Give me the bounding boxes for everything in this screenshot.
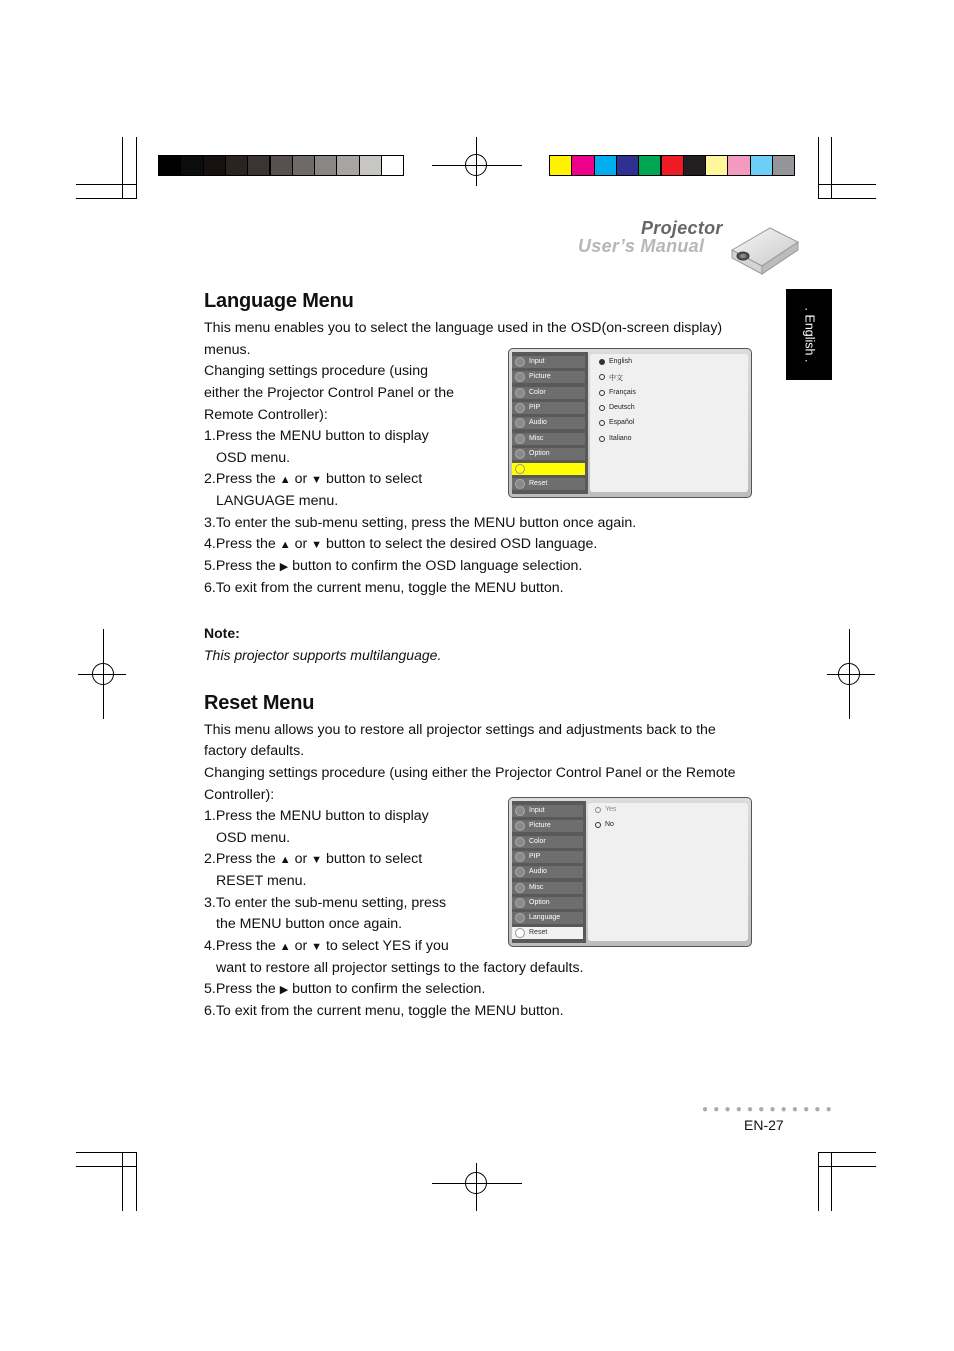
osd-option-label: Deutsch [609,403,635,411]
osd-menu-item [512,927,583,939]
osd-menu-item [512,805,583,817]
osd-item-bullet-icon [515,449,525,459]
language-step-5: 5.Press the ▶ button to confirm the OSD language selection. [204,556,582,579]
color-swatch [270,155,293,176]
language-step-4: 4.Press the ▲ or ▼ button to select the desired OSD language. [204,534,597,557]
reset-procedure-line-2: Controller): [204,787,275,803]
osd-language-screenshot [508,348,752,498]
side-tab-label: . English . [802,307,817,362]
language-step-1: 1.Press the MENU button to display [204,428,429,444]
osd-item-bullet-icon [515,913,525,923]
color-swatch [336,155,359,176]
color-swatch [292,155,315,176]
color-swatch [727,155,750,176]
color-swatch [616,155,639,176]
osd-menu-item-label: Picture [529,822,551,830]
osd-menu-item-label: Color [529,388,546,396]
logo-users-manual: User’s Manual [578,236,705,256]
up-arrow-icon: ▲ [279,941,291,953]
osd-menu-item-label: PIP [529,852,541,860]
language-intro-line-2: menus. [204,342,251,358]
osd-option-label: 中文 [609,375,623,383]
osd-item-bullet-icon [515,418,525,428]
reset-step-2-cont: RESET menu. [216,873,307,889]
osd-menu-item [512,356,585,368]
language-procedure-line-3: Remote Controller): [204,407,328,423]
osd-menu-item-label: Language [529,914,561,922]
color-swatch [750,155,773,176]
color-swatch [683,155,706,176]
osd-option [595,821,614,828]
down-arrow-icon: ▼ [311,474,323,486]
down-arrow-icon: ▼ [311,539,323,551]
reset-intro-line-1: This menu allows you to restore all projector settings and adjustments back to the [204,722,716,738]
osd-menu-item [512,433,585,445]
color-swatch [225,155,248,176]
osd-menu-item [512,402,585,414]
reset-procedure-line-1: Changing settings procedure (using either the Projector Control Panel or the Remote [204,765,736,781]
osd-menu-item-label: PIP [529,403,541,411]
radio-icon [599,436,605,442]
osd-menu-item-label: Misc [529,434,544,442]
osd-menu-item [512,371,585,383]
language-procedure-line-1: Changing settings procedure (using [204,363,428,379]
osd-option-label: Yes [605,806,617,813]
up-arrow-icon: ▲ [279,474,291,486]
reset-step-2: 2.Press the ▲ or ▼ button to select [204,849,422,872]
osd-option-label: English [609,358,632,365]
osd-option [595,806,616,813]
color-swatch [772,155,795,176]
language-step-1-cont: OSD menu. [216,450,291,466]
osd-menu-item [512,836,583,848]
osd-item-bullet-icon [515,852,525,862]
osd-option [599,389,636,396]
osd-menu-item [512,478,585,490]
reset-step-1: 1.Press the MENU button to display [204,808,429,824]
osd-item-bullet-icon [515,479,525,489]
decorative-dots: ●●●●●●●●●●●● [702,1104,837,1115]
osd-menu-item [512,463,585,475]
osd-menu-item-label: Option [529,898,550,906]
up-arrow-icon: ▲ [279,539,291,551]
language-menu-title: Language Menu [204,290,354,312]
osd-option [599,404,635,411]
color-swatch [203,155,226,176]
radio-icon [599,420,605,426]
reset-step-4-cont: want to restore all projector settings to the factory defaults. [216,960,584,976]
radio-icon [595,807,601,813]
osd-option-label: Italiano [609,434,632,442]
color-swatch [158,155,181,176]
osd-option-label: Français [609,388,636,396]
osd-option [599,435,632,442]
language-step-6: 6.To exit from the current menu, toggle the MENU button. [204,580,564,596]
osd-item-bullet-icon [515,388,525,398]
color-swatch [180,155,203,176]
osd-menu-item-label: Audio [529,419,547,427]
osd-menu-item-label: Picture [529,373,551,381]
osd-option [599,358,632,365]
color-swatch [314,155,337,176]
osd-item-bullet-icon [515,867,525,877]
color-swatch [705,155,728,176]
osd-menu-item-label: Option [529,449,550,457]
reset-step-3-cont: the MENU button once again. [216,916,403,932]
osd-menu-item-label: Reset [529,480,548,488]
osd-menu-item [512,820,583,832]
osd-menu-item-label: Input [529,358,545,365]
osd-menu-item-label: Audio [529,868,547,876]
osd-menu-item-label: Input [529,807,545,814]
color-swatch [661,155,684,176]
radio-icon [599,405,605,411]
reset-step-3: 3.To enter the sub-menu setting, press [204,895,447,911]
color-swatch [594,155,617,176]
osd-menu-item [512,912,583,924]
osd-item-bullet-icon [515,806,525,816]
osd-option-label: Español [609,419,635,427]
osd-menu-item-label: Language [529,465,561,473]
reset-step-4: 4.Press the ▲ or ▼ to select YES if you [204,936,449,959]
right-arrow-icon: ▶ [279,561,289,573]
language-step-3: 3.To enter the sub-menu setting, press the MENU button once again. [204,515,637,531]
radio-icon [599,359,605,365]
osd-item-bullet-icon [515,898,525,908]
logo-projector: Projector [641,218,723,238]
note-label: Note: [204,625,240,641]
language-intro-line-1: This menu enables you to select the language used in the OSD(on-screen display) [204,320,723,336]
color-swatch [638,155,661,176]
osd-option-label: No [605,821,614,829]
osd-menu-item [512,866,583,878]
osd-option [599,373,623,383]
page-number: EN-27 [744,1117,784,1133]
language-step-2-cont: LANGUAGE menu. [216,493,339,509]
osd-option [599,419,634,426]
osd-item-bullet-icon [515,357,525,367]
osd-item-bullet-icon [515,434,525,444]
down-arrow-icon: ▼ [311,854,323,866]
osd-menu-item [512,897,583,909]
osd-menu-item [512,448,585,460]
radio-icon [595,822,601,828]
color-swatch [549,155,572,176]
osd-item-bullet-icon [515,464,525,474]
osd-item-bullet-icon [515,403,525,413]
osd-menu-item-label: Color [529,837,546,845]
osd-item-bullet-icon [515,928,525,938]
down-arrow-icon: ▼ [311,941,323,953]
osd-menu-item-label: Reset [529,929,548,937]
color-swatch [247,155,270,176]
language-procedure-line-2: either the Projector Control Panel or the [204,385,454,401]
osd-item-bullet-icon [515,837,525,847]
note-text: This projector supports multilanguage. [204,647,442,663]
osd-item-bullet-icon [515,883,525,893]
color-swatch [359,155,382,176]
reset-menu-title: Reset Menu [204,692,315,714]
reset-intro-line-2: factory defaults. [204,743,305,759]
right-arrow-icon: ▶ [279,984,289,996]
osd-item-bullet-icon [515,372,525,382]
up-arrow-icon: ▲ [279,854,291,866]
osd-menu-item-label: Misc [529,883,544,891]
reset-step-6: 6.To exit from the current menu, toggle the MENU button. [204,1003,564,1019]
radio-icon [599,374,605,380]
reset-step-5: 5.Press the ▶ button to confirm the selection. [204,979,485,1002]
osd-reset-screenshot [508,797,752,947]
color-swatch [381,155,404,176]
osd-item-bullet-icon [515,821,525,831]
radio-icon [599,390,605,396]
osd-menu-item [512,417,585,429]
language-step-2: 2.Press the ▲ or ▼ button to select [204,469,422,492]
osd-menu-item [512,851,583,863]
reset-step-1-cont: OSD menu. [216,830,291,846]
osd-menu-item [512,387,585,399]
projector-icon [726,222,800,278]
osd-menu-item [512,882,583,894]
color-swatch [571,155,594,176]
